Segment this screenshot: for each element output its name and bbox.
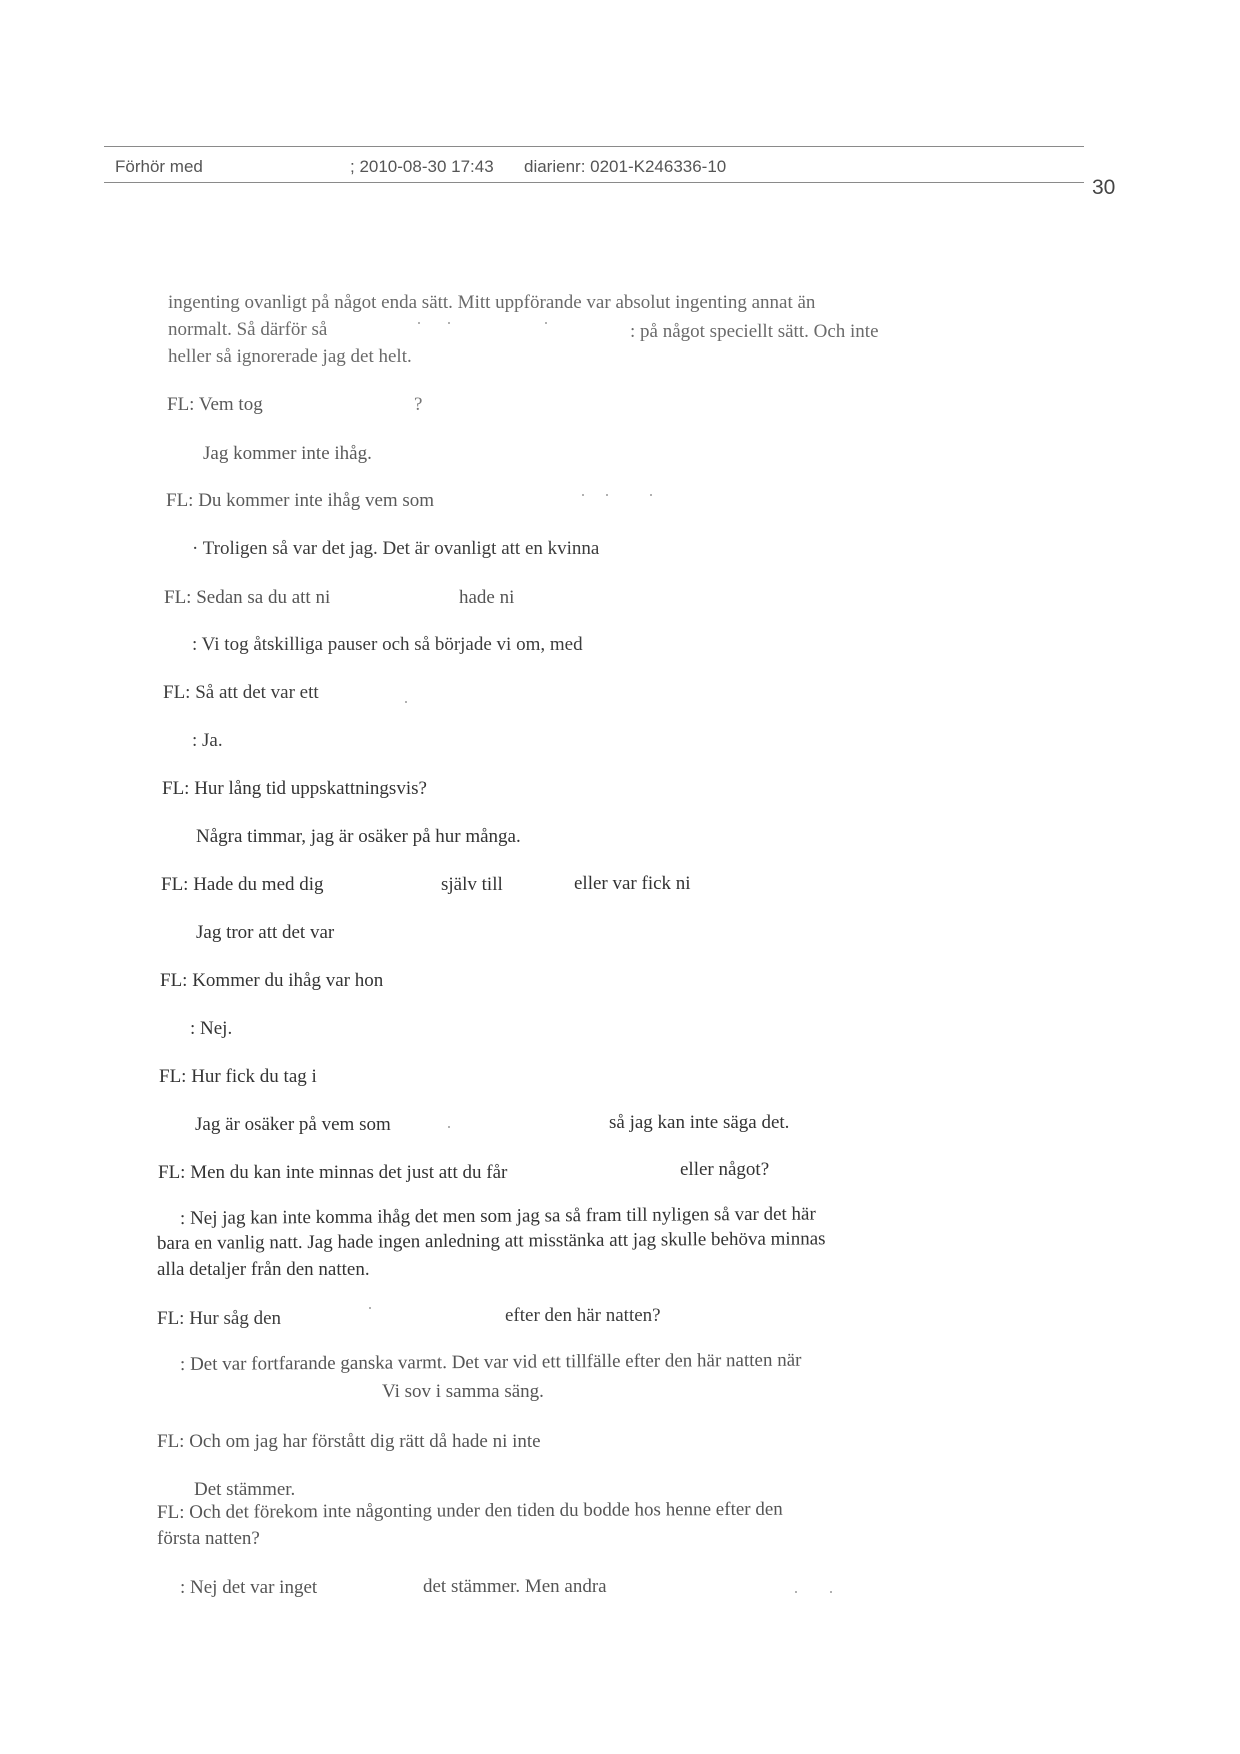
question-line: FL: Och det förekom inte någonting under den tiden du bodde hos henne efter den xyxy=(156,1498,783,1523)
question-line: FL: Hur såg den xyxy=(157,1308,282,1329)
answer-line: : Nej det var inget xyxy=(180,1577,318,1598)
scan-speck xyxy=(448,1126,450,1128)
scan-speck xyxy=(545,322,547,324)
answer-line: Jag tror att det var xyxy=(196,922,335,943)
scan-speck xyxy=(405,701,407,703)
paragraph-line: heller så ignorerade jag det helt. xyxy=(168,346,412,367)
answer-line: : Ja. xyxy=(192,730,223,751)
answer-line: alla detaljer från den natten. xyxy=(157,1259,370,1280)
page-number: 30 xyxy=(1092,176,1116,199)
answer-line: : Det var fortfarande ganska varmt. Det var vid ett tillfälle efter den här natten när xyxy=(179,1349,802,1375)
scan-speck xyxy=(650,494,652,496)
question-line: första natten? xyxy=(157,1528,260,1549)
question-mark: ? xyxy=(414,394,423,415)
answer-line: Jag är osäker på vem som xyxy=(195,1114,391,1135)
question-line: FL: Hade du med dig xyxy=(161,874,324,895)
question-line: FL: Kommer du ihåg var hon xyxy=(160,970,384,991)
question-line: efter den här natten? xyxy=(505,1305,661,1326)
question-line: hade ni xyxy=(459,587,515,608)
header-case-number: diarienr: 0201-K246336-10 xyxy=(524,157,727,176)
question-line: eller något? xyxy=(680,1159,770,1180)
paragraph-line: ingenting ovanligt på något enda sätt. Mitt uppförande var absolut ingenting annat än xyxy=(168,292,816,313)
header-timestamp: ; 2010-08-30 17:43 xyxy=(350,157,494,176)
answer-line: Det stämmer. xyxy=(194,1479,296,1500)
answer-line: : Nej jag kan inte komma ihåg det men som jag sa så fram till nyligen så var det här xyxy=(179,1203,816,1229)
question-line: FL: Hur fick du tag i xyxy=(159,1066,317,1087)
question-line: FL: Så att det var ett xyxy=(163,682,319,703)
question-line: FL: Du kommer inte ihåg vem som xyxy=(166,490,435,511)
answer-line: · Troligen så var det jag. Det är ovanligt att en kvinna xyxy=(192,538,600,559)
header-title: Förhör med xyxy=(115,157,203,176)
answer-line: : Vi tog åtskilliga pauser och så började vi om, med xyxy=(192,634,583,655)
answer-line: så jag kan inte säga det. xyxy=(609,1112,790,1133)
question-line: eller var fick ni xyxy=(574,873,691,894)
scan-speck xyxy=(448,322,450,324)
scan-speck xyxy=(418,322,420,324)
question-line: FL: Och om jag har förstått dig rätt då hade ni inte xyxy=(157,1431,541,1452)
scan-speck xyxy=(582,494,584,496)
answer-line: Några timmar, jag är osäker på hur många. xyxy=(196,826,521,847)
answer-line: bara en vanlig natt. Jag hade ingen anledning att misstänka att jag skulle behöva minnas xyxy=(156,1228,826,1254)
scan-speck xyxy=(795,1591,797,1593)
question-line: FL: Sedan sa du att ni xyxy=(164,587,331,608)
answer-line: det stämmer. Men andra xyxy=(423,1576,607,1597)
question-line: FL: Hur lång tid uppskattningsvis? xyxy=(162,778,427,799)
scan-speck xyxy=(606,494,608,496)
answer-line: : Nej. xyxy=(190,1018,233,1039)
scan-speck xyxy=(369,1307,371,1309)
answer-line: Vi sov i samma säng. xyxy=(382,1381,544,1402)
scan-speck xyxy=(830,1591,832,1593)
paragraph-line: normalt. Så därför så xyxy=(168,319,328,340)
question-line: FL: Men du kan inte minnas det just att du får xyxy=(158,1162,508,1183)
header-top-rule xyxy=(104,146,1084,147)
header-bottom-rule xyxy=(104,182,1084,183)
question-line: själv till xyxy=(441,874,503,895)
question-line: FL: Vem tog xyxy=(167,394,263,415)
paragraph-line: : på något speciellt sätt. Och inte xyxy=(630,321,879,342)
answer-line: Jag kommer inte ihåg. xyxy=(203,443,372,464)
